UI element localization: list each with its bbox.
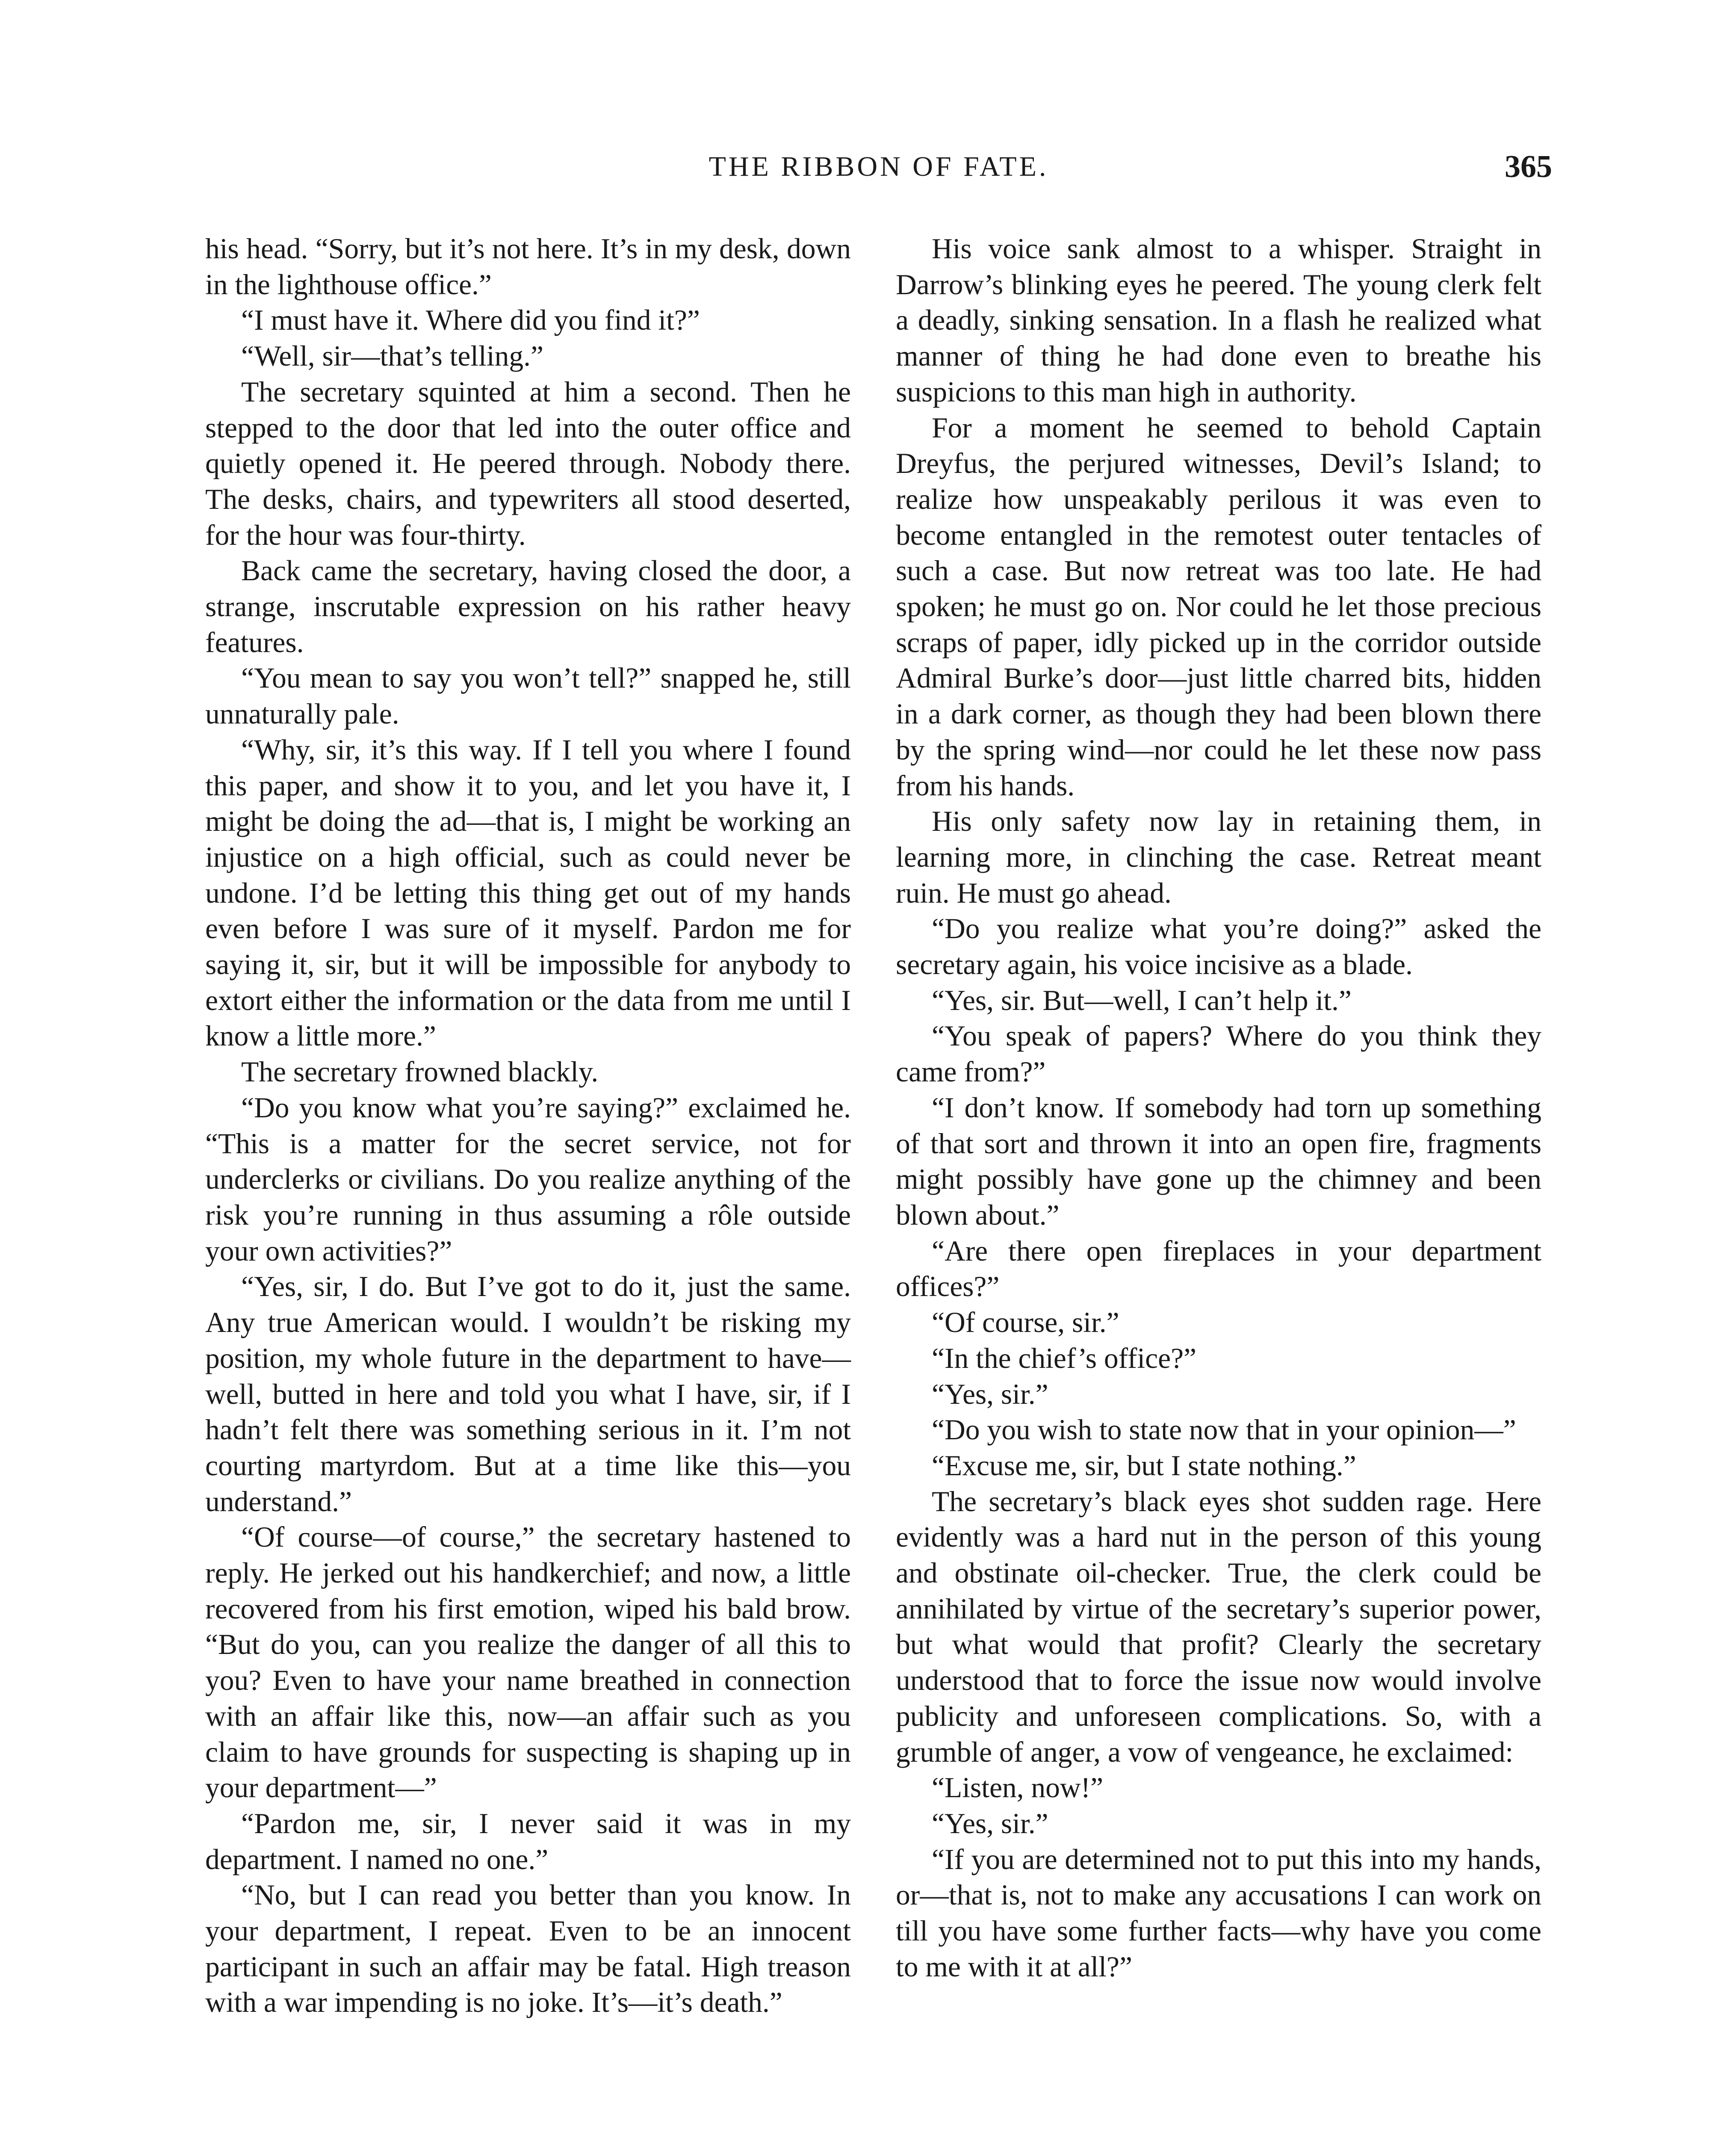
paragraph: “Of course, sir.” <box>932 1306 1119 1339</box>
paragraph: “You speak of papers? Where do you think they came from?” <box>896 1020 1541 1088</box>
paragraph: “Excuse me, sir, but I state nothing.” <box>932 1449 1356 1482</box>
paragraph: His voice sank almost to a whisper. Straight in Darrow’s blinking eyes he peered. The young clerk felt a deadly, sinking sensation. In a flash he realized what manner of thing he had done even to breathe his suspicions to this man high in authority. <box>896 233 1541 408</box>
paragraph: For a moment he seemed to behold Captain Dreyfus, the perjured witnesses, Devil’s Island; to realize how unspeakably perilous it was even to become entangled in the remotest outer tentacles of such a case. But now retreat was too late. He had spoken; he must go on. Nor could he let those precious scraps of paper, idly picked up in the corridor outside Admiral Burke’s door—just little charred bits, hidden in a dark corner, as though they had been blown there by the spring wind—nor could he let these now pass from his hands. <box>896 411 1541 802</box>
paragraph: “Well, sir—that’s telling.” <box>241 340 543 372</box>
paragraph: “Yes, sir. But—well, I can’t help it.” <box>932 984 1352 1016</box>
paragraph: “I don’t know. If somebody had torn up something of that sort and thrown it into an open fire, fragments might possibly have gone up the chimney and been blown about.” <box>896 1091 1541 1231</box>
right-column <box>896 231 1541 1984</box>
page-header <box>205 141 1552 205</box>
paragraph: “In the chief’s office?” <box>932 1342 1197 1374</box>
paragraph: Back came the secretary, having closed the door, a strange, inscrutable expression on his rather heavy features. <box>205 555 851 659</box>
left-column <box>205 231 851 2020</box>
paragraph: “Of course—of course,” the secretary hastened to reply. He jerked out his handkerchief; and now, a little recovered from his first emotion, wiped his bald brow. “But do you, can you realize the danger of all this to you? Even to have your name breathed in connection with an affair like this, now—an affair such as you claim to have grounds for suspecting is shaping up in your department—” <box>205 1521 851 1804</box>
running-title: THE RIBBON OF FATE. <box>709 151 1049 182</box>
paragraph: “Why, sir, it’s this way. If I tell you where I found this paper, and show it to you, and let you have it, I might be doing the ad—that is, I might be working an injustice on a high official, such as could never be undone. I’d be letting this thing get out of my hands even before I was sure of it myself. Pardon me for saying it, sir, but it will be impossible for anybody to extort either the information or the data from me until I know a little more.” <box>205 733 851 1052</box>
paragraph: “Do you know what you’re saying?” exclaimed he. “This is a matter for the secret service, not for underclerks or civilians. Do you realize anything of the risk you’re running in thus assuming a rôle outside your own activities?” <box>205 1091 851 1267</box>
paragraph: “Do you wish to state now that in your opinion—” <box>932 1414 1516 1446</box>
paragraph: “You mean to say you won’t tell?” snapped he, still unnaturally pale. <box>205 662 851 730</box>
paragraph: “I must have it. Where did you find it?” <box>241 304 700 337</box>
paragraph: “Yes, sir.” <box>932 1807 1048 1840</box>
paragraph: The secretary squinted at him a second. Then he stepped to the door that led into the outer office and quietly opened it. He peered through. Nobody there. The desks, chairs, and typewriters all stood deserted, for the hour was four-thirty. <box>205 375 851 551</box>
paragraph: The secretary frowned blackly. <box>241 1056 599 1088</box>
page-number: 365 <box>1505 149 1552 184</box>
paragraph: “Are there open fireplaces in your department offices?” <box>896 1234 1541 1303</box>
paragraph: His only safety now lay in retaining them, in learning more, in clinching the case. Retreat meant ruin. He must go ahead. <box>896 805 1541 909</box>
paragraph: “Yes, sir, I do. But I’ve got to do it, just the same. Any true American would. I wouldn’t be risking my position, my whole future in the department to have—well, butted in here and told you what I have, sir, if I hadn’t felt there was something serious in it. I’m not courting martyrdom. But at a time like this—you understand.” <box>205 1270 851 1518</box>
paragraph: The secretary’s black eyes shot sudden rage. Here evidently was a hard nut in the person of this young and obstinate oil-checker. True, the clerk could be annihilated by virtue of the secretary’s superior power, but what would that profit? Clearly the secretary understood that to force the issue now would involve publicity and unforeseen complications. So, with a grumble of anger, a vow of vengeance, he exclaimed: <box>896 1485 1541 1768</box>
paragraph: “Yes, sir.” <box>932 1378 1048 1410</box>
paragraph: “Pardon me, sir, I never said it was in my department. I named no one.” <box>205 1807 851 1875</box>
paragraph: “Do you realize what you’re doing?” asked the secretary again, his voice incisive as a blade. <box>896 912 1541 981</box>
paragraph: “Listen, now!” <box>932 1772 1104 1804</box>
paragraph: his head. “Sorry, but it’s not here. It’s in my desk, down in the lighthouse office.” <box>205 233 851 301</box>
paragraph: “If you are determined not to put this into my hands, or—that is, not to make any accusations I can work on till you have some further facts—why have you come to me with it at all?” <box>896 1843 1541 1983</box>
paragraph: “No, but I can read you better than you know. In your department, I repeat. Even to be an innocent participant in such an affair may be fatal. High treason with a war impending is no joke. It’s—it’s death.” <box>205 1879 851 2019</box>
